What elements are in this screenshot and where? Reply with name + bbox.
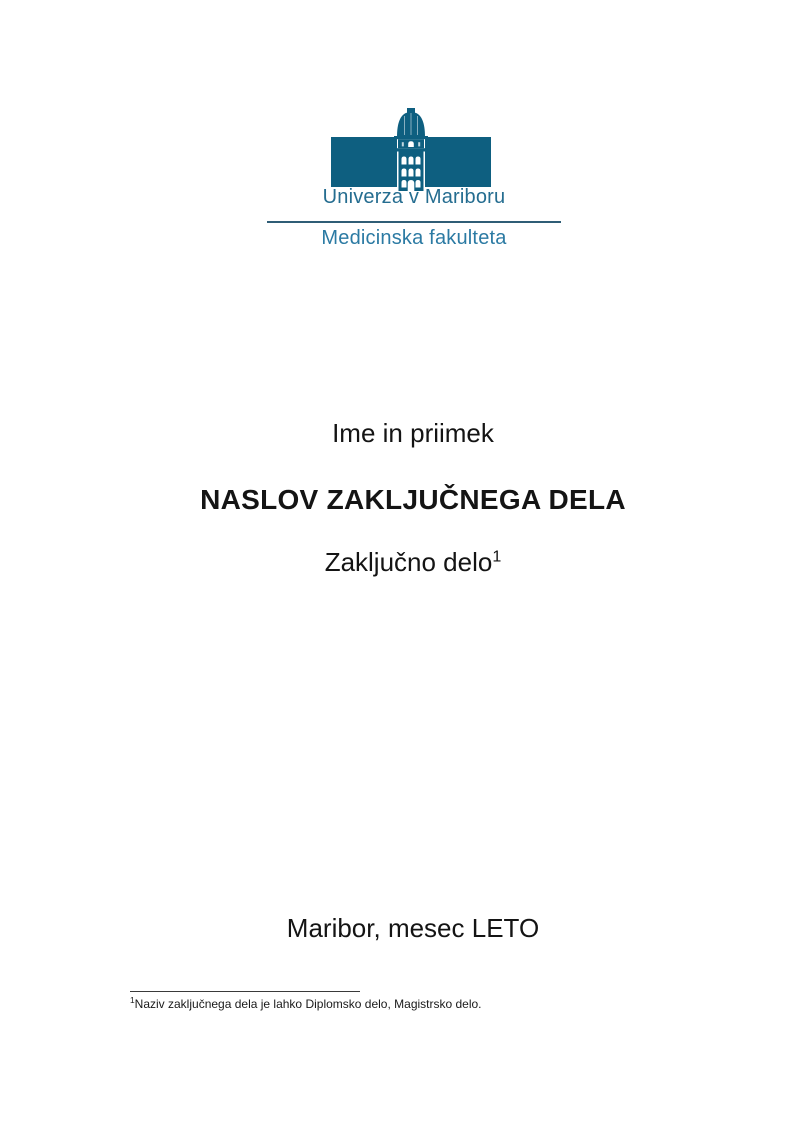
thesis-type-text: Zaključno delo bbox=[324, 547, 493, 577]
university-building-icon bbox=[331, 107, 491, 191]
author-name-text: Ime in priimek bbox=[332, 418, 494, 448]
logo-divider-line bbox=[267, 221, 561, 223]
thesis-type-line bbox=[16, 546, 794, 579]
thesis-type-footnote-ref: 1 bbox=[492, 547, 502, 566]
footnote-ref: 1 bbox=[130, 995, 135, 1005]
footnote bbox=[130, 997, 690, 1013]
footnote-separator-line bbox=[130, 991, 360, 992]
thesis-title-text: NASLOV ZAKLJUČNEGA DELA bbox=[200, 484, 626, 515]
faculty-name-text: Medicinska fakulteta bbox=[321, 227, 507, 249]
place-date-text: Maribor, mesec LETO bbox=[286, 913, 540, 943]
footnote-text: Naziv zaključnega dela je lahko Diplomsko delo, Magistrsko delo. bbox=[134, 997, 482, 1011]
university-name-text: Univerza v Mariboru bbox=[322, 186, 506, 208]
